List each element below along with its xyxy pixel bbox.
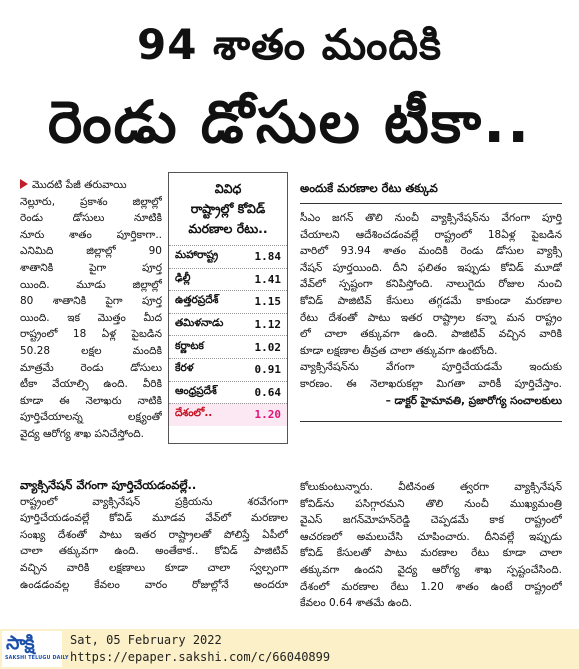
body-line: వేవ్‌లో స్పష్టంగా కనిపిస్తోంది. నాలుగైదు రోజుల నుంచి	[300, 278, 562, 291]
body-line: కోలుకుంటున్నారు. వీటినంత త్వరగా వ్యాక్సినేషన్‌	[300, 481, 562, 493]
body-line: వ్యాక్సినేషన్‌ను వేగంగా పూర్తిచేయడమే ఇందుకు	[300, 361, 562, 374]
death-rate-box	[168, 172, 288, 444]
body-line: కోవిడ్‌ పాజిటివ్‌ కేసులు తగ్గడమే కాకుండా మరణాల	[300, 294, 562, 307]
body-line: టీకా వేయాల్సి ఉంది. వీరికి	[20, 378, 162, 391]
right-continued-body	[300, 479, 562, 612]
publication-date: Sat, 05 February 2022	[70, 633, 222, 647]
body-line: మాత్రమే రెండు డోసులు	[20, 361, 162, 374]
right-quote-body	[300, 210, 562, 409]
state-rate-row: ఆంధ్రప్రదేశ్‌ 0.64	[169, 381, 287, 404]
body-line: కూడా ఈ నెలాఖరు నాటికి	[20, 394, 162, 407]
body-line: కోవిడ్‌ కేసులతో పాటు మరణాల రేటు కూడా చాలా	[300, 547, 562, 560]
section-subhead: వ్యాక్సినేషన్‌ వేగంగా పూర్తిచేయడంవల్లే..	[20, 478, 197, 492]
body-line: లో చాలా తక్కువగా ఉంది. పాజిటివ్‌ వచ్చిన వారికి	[300, 328, 562, 341]
body-line: కోవిడ్‌ను పసిగ్గారమని తొలి నుంచీ ముఖ్యమంత్రి	[300, 497, 562, 510]
body-line: పూర్తిచేయాలన్న లక్ష్యంతో	[20, 411, 162, 424]
state-rate-row: ఢిల్లీ 1.41	[169, 268, 287, 291]
state-rate-row: తమిళనాడు 1.12	[169, 313, 287, 336]
body-line: ఉండడంవల్ల కేవలం వారం రోజుల్లోనే అందరూ	[20, 578, 288, 591]
body-line: కారణం. ఈ నెలాఖరుకల్లా మిగతా వారికీ పూర్తిచేస్తాం.	[300, 377, 562, 390]
body-line: కేవలం 0.64 శాతమే ఉంది.	[300, 597, 413, 610]
epaper-link[interactable]: https://epaper.sakshi.com/c/66040899	[70, 650, 331, 664]
quote-title: అందుకే మరణాల రేటు తక్కువ	[300, 181, 438, 195]
body-line: రెండు డోసులు నూటికి	[20, 212, 162, 225]
body-line: సీఎం జగన్‌ తొలి నుంచీ వ్యాక్సినేషన్‌ను వేగంగా పూర్తి	[300, 212, 562, 224]
body-line: నేషన్‌ పూర్తయింది. దీని ఫలితం ఇప్పుడు కోవిడ్‌ మూడో	[300, 261, 562, 274]
body-line: చేయాలని ఆదేశించడంవల్లే రాష్ట్రంలో 18ఏళ్ల పైబడిన	[300, 228, 562, 241]
box-title: వివిధ రాష్ట్రాల్లో కోవిడ్‌ మరణాల రేటు..	[188, 181, 268, 236]
left-column	[20, 177, 162, 443]
body-line: వారిలో 93.94 శాతం మందికి రెండు డోసుల వ్యాక్సి	[300, 245, 562, 258]
body-line: నెల్లూరు, ప్రకాశం జిల్లాల్లో	[20, 195, 162, 208]
body-line: రాష్ట్రంలో 18 ఏళ్ల పైబడిన	[20, 328, 162, 341]
body-line: సంఖ్య దేశంతో పాటు ఇతర రాష్ట్రాలతో పోలిస్తే ఏపీలో	[20, 528, 288, 541]
body-line: రేటు దేశంతో పాటు ఇతర రాష్ట్రాల కన్నా మన రాష్ట్రం	[300, 311, 562, 324]
body-line: వైద్య ఆరోగ్య శాఖ పనిచేస్తోంది.	[20, 427, 144, 440]
body-line: తక్కువగా ఉందని వైద్య ఆరోగ్య శాఖ స్పష్టంచేసింది.	[300, 563, 562, 576]
right-quote-section	[300, 180, 562, 197]
headline-line-1: 94 శాతం మందికి	[136, 20, 442, 69]
logo-subtitle: SAKSHI TELUGU DAILY	[5, 656, 69, 661]
body-line: శాతానికి పైగా పూర్త	[20, 261, 162, 274]
divider	[300, 203, 562, 204]
national-rate-row: దేశంలో.. 1.20	[169, 403, 287, 426]
logo-text: సాక్షి	[6, 632, 34, 654]
body-line: యింది. మూడు జిల్లాల్లో	[20, 278, 162, 291]
state-rate-row: ఉత్తరప్రదేశ్‌ 1.15	[169, 290, 287, 313]
continued-from-label: మొదటి పేజీ తరువాయి	[20, 177, 162, 194]
headline-line-2: రెండు డోసుల టీకా..	[47, 88, 532, 156]
body-line: వైఎస్‌ జగన్‌మోహన్‌రెడ్డి చెప్పడమే కాక రాష్ట్రంలో	[300, 514, 562, 527]
body-line: కూడా లక్షణాల తీవ్రత చాలా తక్కువగా ఉంటోంది.	[300, 344, 498, 357]
body-line: 80 శాతానికి పైగా పూర్త	[20, 295, 162, 308]
body-line: రాష్ట్రంలో వ్యాక్సినేషన్‌ ప్రక్రియను శరవేగంగా	[20, 495, 288, 508]
body-line: యింది. ఇక మొత్తం మీద	[20, 311, 162, 324]
body-line: దేశంలో మరణాల రేటు 1.20 శాతం ఉంటే రాష్ట్రంలో	[300, 580, 562, 593]
body-line: పూర్తిచేయడంవల్లే కోవిడ్‌ మూడవ వేవ్‌లో మరణాల	[20, 512, 288, 525]
body-line: నూరు శాతం పూర్తికాగా..	[20, 228, 162, 241]
epaper-footer	[0, 629, 579, 669]
red-arrow-icon	[20, 179, 28, 189]
body-line: వచ్చిన వారికి లక్షణాలు కూడా చాలా స్వల్పంగా	[20, 561, 288, 574]
state-rate-row: కర్ణాటక 1.02	[169, 335, 287, 358]
divider	[300, 421, 562, 422]
left-lower-section	[20, 477, 288, 593]
body-line: 50.28 లక్షల మందికి	[20, 344, 162, 357]
quote-signoff: – డాక్టర్‌ హైమావతి, ప్రజారోగ్య సంచాలకులు	[385, 394, 562, 407]
sakshi-logo	[2, 631, 69, 667]
body-line: ఎనిమిది జిల్లాల్లో 90	[20, 245, 162, 258]
state-rate-row: కేరళ 0.91	[169, 358, 287, 381]
state-rate-row: మహారాష్ట్ర 1.84	[169, 245, 287, 268]
body-line: చాలా తక్కువగా ఉంది. అంతేకాక.. కోవిడ్‌ పాజిటివ్‌	[20, 545, 288, 558]
body-line: ఆచరణలో అమలుచేసి చూపించారు. దీనివల్లే ఇప్పుడు	[300, 530, 562, 543]
